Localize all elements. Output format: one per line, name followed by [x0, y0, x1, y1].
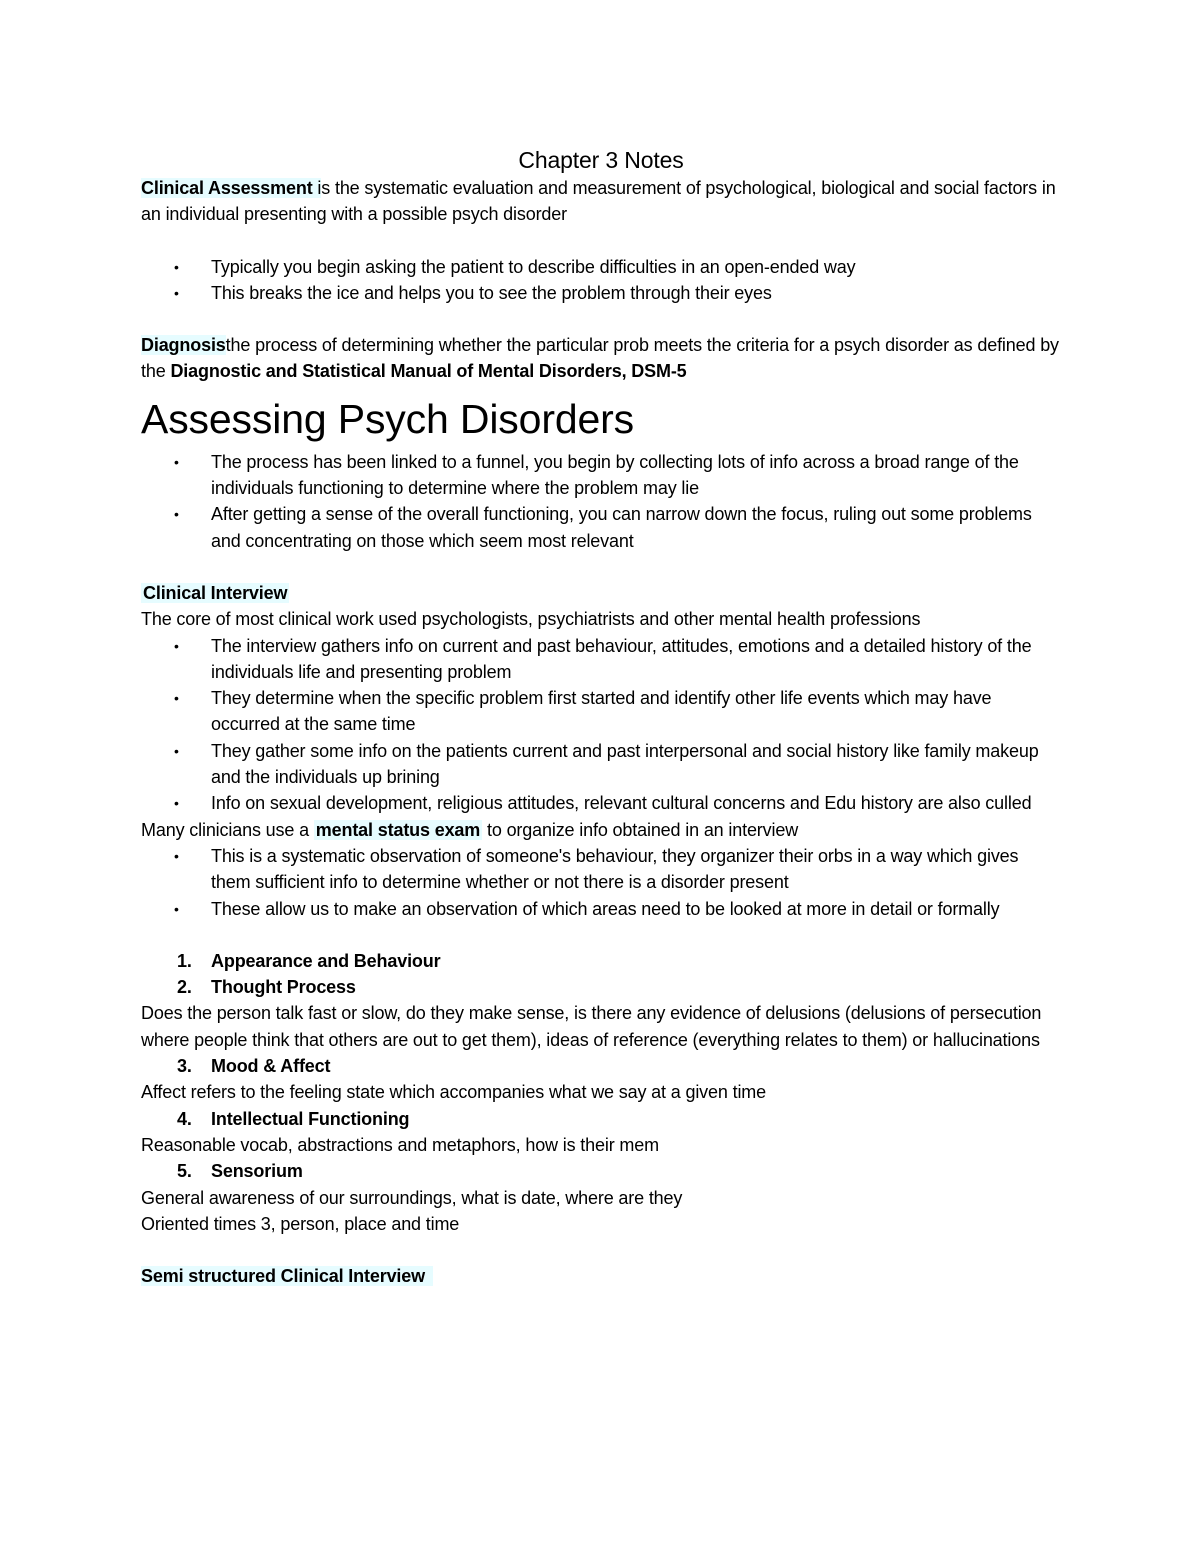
clinical-assessment-term: Clinical Assessment — [141, 178, 321, 198]
list-item: • They determine when the specific problem first started and identify other life events which may have occurred at the same time — [141, 685, 1061, 738]
bullet-icon: • — [174, 258, 179, 275]
list-item: • Info on sexual development, religious attitudes, relevant cultural concerns and Edu history are also culled — [141, 790, 1061, 816]
bullet-icon: • — [174, 742, 179, 759]
mood-affect-description: Affect refers to the feeling state which accompanies what we say at a given time — [141, 1082, 766, 1103]
assessing-bullets — [141, 449, 1061, 554]
exam-item-thought-process: 2. Thought Process — [177, 977, 356, 998]
exam-item-sensorium: 5. Sensorium — [177, 1161, 303, 1182]
spacer — [141, 1237, 1061, 1263]
spacer — [141, 922, 1061, 948]
mental-status-term: mental status exam — [315, 819, 481, 840]
exam-items-list-d — [141, 1158, 1061, 1184]
document-page — [141, 143, 1061, 1289]
exam-item-mood-affect: 3. Mood & Affect — [177, 1056, 331, 1077]
sensorium-description: General awareness of our surroundings, what is date, where are they — [141, 1187, 683, 1208]
semi-structured-heading-line — [141, 1263, 1061, 1289]
exam-items-list-a — [141, 948, 1061, 1001]
spacer — [141, 554, 1061, 580]
clinical-interview-heading-line — [141, 580, 1061, 606]
clinical-interview-term: Clinical Interview — [143, 582, 288, 603]
intellectual-description: Reasonable vocab, abstractions and metaphors, how is their mem — [141, 1134, 659, 1155]
dsm-manual-name: Diagnostic and Statistical Manual of Mental Disorders, DSM-5 — [170, 361, 687, 382]
assessing-heading: Assessing Psych Disorders — [141, 395, 634, 442]
bullet-icon: • — [174, 453, 179, 470]
spacer — [141, 228, 1061, 254]
exam-items-list-c — [141, 1106, 1061, 1132]
sensorium-orientation: Oriented times 3, person, place and time — [141, 1213, 460, 1234]
bullet-icon: • — [174, 900, 179, 917]
exam-item-intellectual: 4. Intellectual Functioning — [177, 1108, 410, 1129]
list-item: • The interview gathers info on current and past behaviour, attitudes, emotions and a detailed history of the individuals life and presenting problem — [141, 633, 1061, 686]
list-item: • After getting a sense of the overall functioning, you can narrow down the focus, ruling out some problems and concentrating on those which seem most relevant — [141, 501, 1061, 554]
spacer — [141, 306, 1061, 332]
list-item: • This breaks the ice and helps you to see the problem through their eyes — [141, 280, 1061, 306]
bullet-icon: • — [174, 795, 179, 812]
mental-status-bullets — [141, 843, 1061, 922]
diagnosis-term: Diagnosis — [141, 335, 226, 356]
diagnosis-paragraph — [141, 332, 1061, 385]
document-title: Chapter 3 Notes — [518, 147, 684, 173]
clinical-interview-bullets — [141, 633, 1061, 817]
bullet-icon: • — [174, 690, 179, 707]
exam-items-list-b — [141, 1053, 1061, 1079]
exam-item-appearance: 1. Appearance and Behaviour — [177, 950, 441, 971]
list-item: • They gather some info on the patients current and past interpersonal and social history like family makeup and the individuals up brining — [141, 738, 1061, 791]
bullet-icon: • — [174, 284, 179, 301]
list-item: • Typically you begin asking the patient to describe difficulties in an open-ended way — [141, 254, 1061, 280]
clinical-interview-intro: The core of most clinical work used psychologists, psychiatrists and other mental health professions — [141, 609, 921, 630]
bullet-icon: • — [174, 506, 179, 523]
clinical-assessment-paragraph — [141, 175, 1061, 228]
mental-status-paragraph: Many clinicians use a mental status exam to organize info obtained in an interview — [141, 819, 799, 840]
semi-structured-term: Semi structured Clinical Interview — [141, 1266, 433, 1286]
diagnosis-definition: the process of determining whether the particular prob meets the criteria for a psych disorder as defined by the — [141, 335, 1059, 382]
list-item: • This is a systematic observation of someone's behaviour, they organizer their orbs in a way which gives them sufficient info to determine whether or not there is a disorder present — [141, 843, 1061, 896]
bullet-icon: • — [174, 847, 179, 864]
list-item: • These allow us to make an observation of which areas need to be looked at more in detail or formally — [141, 896, 1061, 922]
bullet-icon: • — [174, 637, 179, 654]
clinical-assessment-bullets — [141, 254, 1061, 307]
list-item: • The process has been linked to a funnel, you begin by collecting lots of info across a broad range of the individuals functioning to determine where the problem may lie — [141, 449, 1061, 502]
thought-process-description: Does the person talk fast or slow, do they make sense, is there any evidence of delusions (delusions of persecution where people think that others are out to get them), ideas of reference (everything relates to them) or hallucinations — [141, 1003, 1042, 1050]
clinical-assessment-definition: is the systematic evaluation and measurement of psychological, biological and social factors in an individual presenting with a possible psych disorder — [141, 178, 1056, 225]
